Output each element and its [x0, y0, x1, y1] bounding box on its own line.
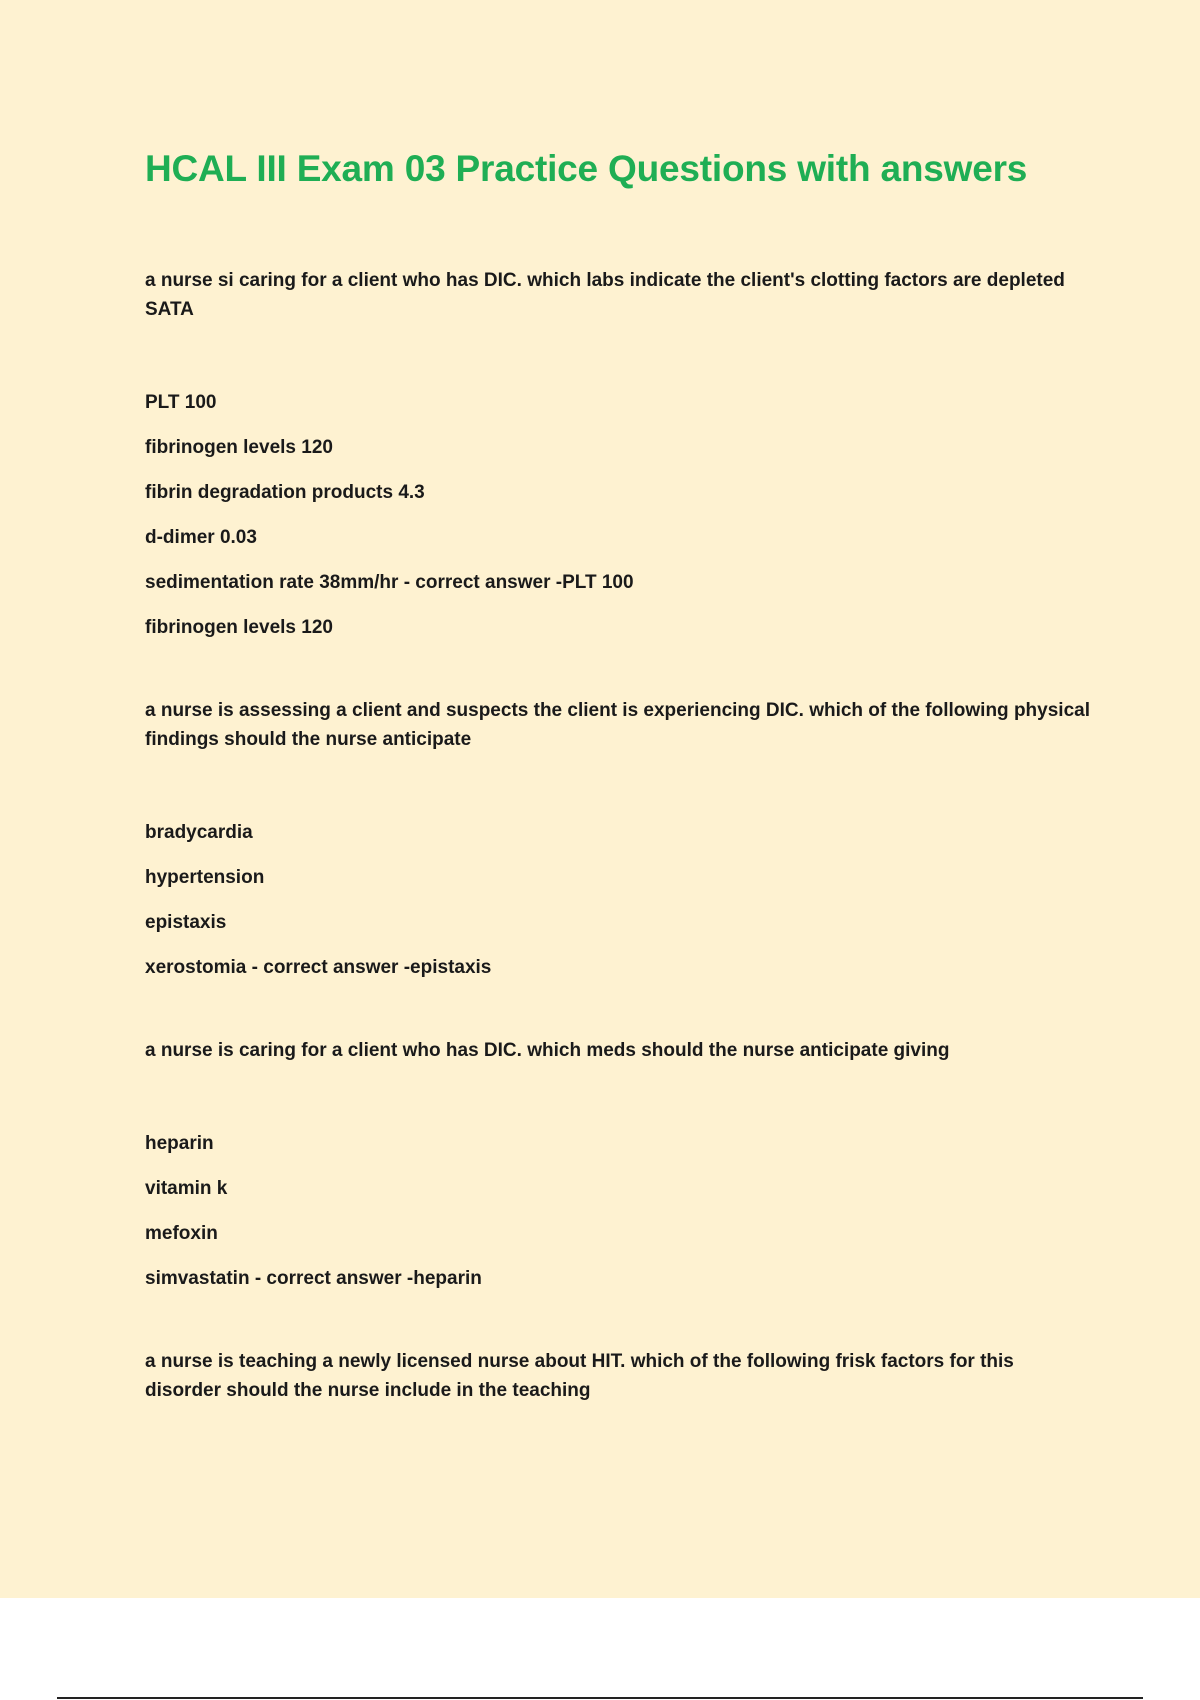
answer-option: mefoxin [145, 1223, 218, 1244]
question-list [145, 266, 1095, 1461]
answer-option-with-correct-answer: simvastatin - correct answer -heparin [145, 1268, 482, 1289]
answer-option: heparin [145, 1133, 214, 1154]
answer-option: hypertension [145, 867, 265, 888]
question-block [145, 1347, 1095, 1405]
answer-option: epistaxis [145, 912, 227, 933]
answer-option: fibrinogen levels 120 [145, 617, 333, 638]
document-title: HCAL III Exam 03 Practice Questions with answers [145, 148, 1028, 189]
answer-option-with-correct-answer: xerostomia - correct answer -epistaxis [145, 957, 492, 978]
answer-option-with-correct-answer: sedimentation rate 38mm/hr - correct answer -PLT 100 [145, 572, 634, 593]
question-text: a nurse is teaching a newly licensed nurse about HIT. which of the following frisk factors for this disorder should the nurse include in the teaching [145, 1351, 1014, 1401]
answer-option: fibrinogen levels 120 [145, 437, 333, 458]
question-block [145, 1036, 1095, 1301]
question-text: a nurse is assessing a client and suspects the client is experiencing DIC. which of the following physical findings should the nurse anticipate [145, 700, 1090, 750]
answer-option: d-dimer 0.03 [145, 527, 257, 548]
answer-option: PLT 100 [145, 392, 217, 413]
answer-option: vitamin k [145, 1178, 228, 1199]
question-text: a nurse si caring for a client who has DIC. which labs indicate the client's clotting factors are depleted SATA [145, 270, 1065, 320]
question-text: a nurse is caring for a client who has DIC. which meds should the nurse anticipate giving [145, 1040, 950, 1061]
question-block [145, 696, 1095, 990]
answer-option: fibrin degradation products 4.3 [145, 482, 425, 503]
answer-option: bradycardia [145, 822, 253, 843]
footer-divider [57, 1697, 1143, 1699]
question-block [145, 266, 1095, 650]
